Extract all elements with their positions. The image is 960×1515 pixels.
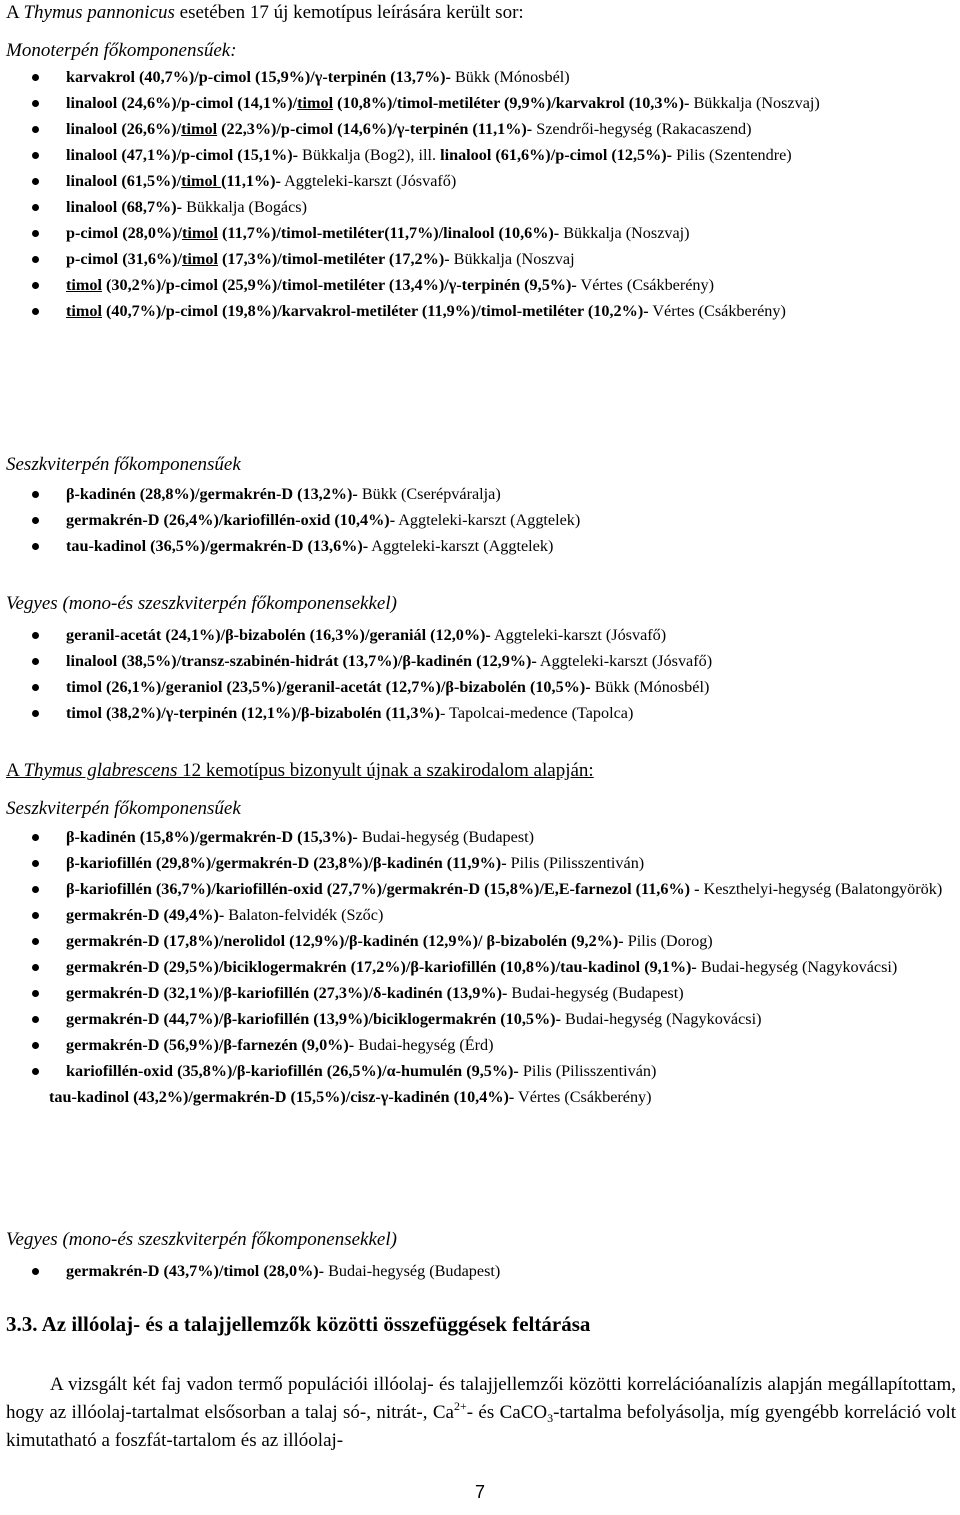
- intro-text: 12 kemotípus bizonyult újnak a szakirodalom alapján:: [177, 760, 594, 781]
- body-paragraph: [6, 1371, 956, 1455]
- list-item: germakrén-D (26,4%)/kariofillén-oxid (10,4%)- Aggteleki-karszt (Aggtelek): [0, 507, 960, 533]
- list-sesquiterpene: [0, 481, 960, 559]
- heading-mixed: Vegyes (mono-és szeszkviterpén főkomponensekkel): [6, 593, 397, 614]
- species-name: Thymus glabrescens: [23, 760, 178, 781]
- list-item: linalool (47,1%)/p-cimol (15,1%)- Bükkalja (Bog2), ill. linalool (61,6%)/p-cimol (12,5%)- Pilis (Szentendre): [0, 142, 960, 168]
- list-sesquiterpene-2: [0, 824, 960, 1110]
- heading-sesquiterpene-2: Seszkviterpén főkomponensűek: [6, 798, 241, 819]
- species-name: Thymus pannonicus: [23, 2, 175, 23]
- heading-sesquiterpene: Seszkviterpén főkomponensűek: [6, 454, 241, 475]
- para-text: - és CaCO: [466, 1402, 548, 1423]
- para-text: -tartalma befolyásolja, míg gyengébb korreláció volt kimutatható a foszfát-tartalom és az illóolaj-: [6, 1402, 957, 1451]
- list-item: β-kadinén (28,8%)/germakrén-D (13,2%)- Bükk (Cserépváralja): [0, 481, 960, 507]
- list-item: β-kariofillén (36,7%)/kariofillén-oxid (27,7%)/germakrén-D (15,8%)/E,E-farnezol (11,6%) - Keszthelyi-hegység (Balatongyörök): [0, 876, 960, 902]
- page-number: 7: [475, 1482, 486, 1502]
- list-item: germakrén-D (56,9%)/β-farnezén (9,0%)- Budai-hegység (Érd): [0, 1032, 960, 1058]
- intro-text: esetében 17 új kemotípus leírására került sor:: [174, 2, 524, 23]
- list-monoterpene: [0, 64, 960, 324]
- list-mixed: [0, 622, 960, 726]
- section-title: 3.3. Az illóolaj- és a talajjellemzők közötti összefüggések feltárása: [6, 1312, 591, 1336]
- list-item: linalool (68,7%)- Bükkalja (Bogács): [0, 194, 960, 220]
- list-item: germakrén-D (49,4%)- Balaton-felvidék (Szőc): [0, 902, 960, 928]
- list-item: p-cimol (31,6%)/timol (17,3%)/timol-metiléter (17,2%)- Bükkalja (Noszvaj: [0, 246, 960, 272]
- list-item: timol (26,1%)/geraniol (23,5%)/geranil-acetát (12,7%)/β-bizabolén (10,5%)- Bükk (Mónosbél): [0, 674, 960, 700]
- subscript: 3: [547, 1411, 554, 1425]
- list-item: timol (40,7%)/p-cimol (19,8%)/karvakrol-metiléter (11,9%)/timol-metiléter (10,2%)- Vértes (Csákberény): [0, 298, 960, 324]
- list-item: β-kariofillén (29,8%)/germakrén-D (23,8%)/β-kadinén (11,9%)- Pilis (Pilisszentiván): [0, 850, 960, 876]
- list-item: linalool (26,6%)/timol (22,3%)/p-cimol (14,6%)/γ-terpinén (11,1%)- Szendrői-hegység (Rakacaszend): [0, 116, 960, 142]
- list-item: p-cimol (28,0%)/timol (11,7%)/timol-metiléter(11,7%)/linalool (10,6%)- Bükkalja (Noszvaj): [0, 220, 960, 246]
- list-item: germakrén-D (29,5%)/biciklogermakrén (17,2%)/β-kariofillén (10,8%)/tau-kadinol (9,1%)- Budai-hegység (Nagykovácsi): [0, 954, 960, 980]
- heading-mixed-2: Vegyes (mono-és szeszkviterpén főkomponensekkel): [6, 1229, 397, 1250]
- intro-glabrescens: [6, 760, 960, 782]
- list-item: linalool (61,5%)/timol (11,1%)- Aggteleki-karszt (Jósvafő): [0, 168, 960, 194]
- list-item: kariofillén-oxid (35,8%)/β-kariofillén (26,5%)/α-humulén (9,5%)- Pilis (Pilisszentiván): [0, 1058, 960, 1084]
- list-item: germakrén-D (43,7%)/timol (28,0%)- Budai-hegység (Budapest): [0, 1258, 960, 1284]
- list-item: β-kadinén (15,8%)/germakrén-D (15,3%)- Budai-hegység (Budapest): [0, 824, 960, 850]
- list-mixed-2: [0, 1258, 960, 1284]
- intro-pannonicus: [6, 2, 960, 24]
- list-item: tau-kadinol (43,2%)/germakrén-D (15,5%)/cisz-γ-kadinén (10,4%)- Vértes (Csákberény): [49, 1088, 652, 1106]
- list-item: karvakrol (40,7%)/p-cimol (15,9%)/γ-terpinén (13,7%)- Bükk (Mónosbél): [0, 64, 960, 90]
- list-item: geranil-acetát (24,1%)/β-bizabolén (16,3%)/geraniál (12,0%)- Aggteleki-karszt (Jósvafő): [0, 622, 960, 648]
- list-item: germakrén-D (44,7%)/β-kariofillén (13,9%)/biciklogermakrén (10,5%)- Budai-hegység (Nagykovácsi): [0, 1006, 960, 1032]
- intro-text: A: [6, 2, 24, 23]
- list-item: timol (38,2%)/γ-terpinén (12,1%)/β-bizabolén (11,3%)- Tapolcai-medence (Tapolca): [0, 700, 960, 726]
- list-item: germakrén-D (17,8%)/nerolidol (12,9%)/β-kadinén (12,9%)/ β-bizabolén (9,2%)- Pilis (Dorog): [0, 928, 960, 954]
- list-item: tau-kadinol (36,5%)/germakrén-D (13,6%)- Aggteleki-karszt (Aggtelek): [0, 533, 960, 559]
- intro-text: A: [6, 760, 24, 781]
- list-item: linalool (24,6%)/p-cimol (14,1%)/timol (10,8%)/timol-metiléter (9,9%)/karvakrol (10,3%)- Bükkalja (Noszvaj): [0, 90, 960, 116]
- heading-monoterpene: Monoterpén főkomponensűek:: [6, 40, 237, 61]
- para-text: A vizsgált két faj vadon termő populációi illóolaj- és talajjellemzői közötti korrelációanalízis alapján megállapítottam, hogy az illóolaj-tartalmat elsősorban a talaj só-, nitrát-, Ca: [6, 1374, 956, 1423]
- list-item: linalool (38,5%)/transz-szabinén-hidrát (13,7%)/β-kadinén (12,9%)- Aggteleki-karszt (Jósvafő): [0, 648, 960, 674]
- list-item: timol (30,2%)/p-cimol (25,9%)/timol-metiléter (13,4%)/γ-terpinén (9,5%)- Vértes (Csákberény): [0, 272, 960, 298]
- list-item: germakrén-D (32,1%)/β-kariofillén (27,3%)/δ-kadinén (13,9%)- Budai-hegység (Budapest): [0, 980, 960, 1006]
- superscript: 2+: [453, 1399, 467, 1413]
